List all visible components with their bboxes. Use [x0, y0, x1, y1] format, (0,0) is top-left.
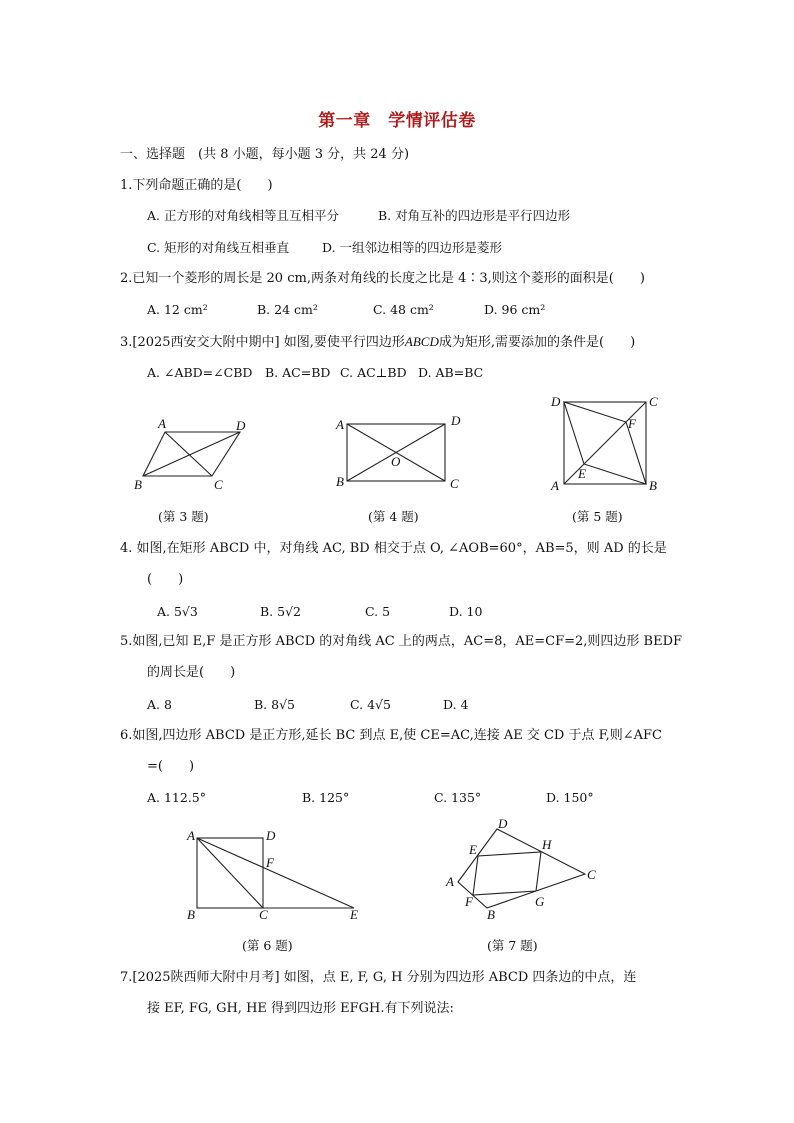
- q1-option-d: D. 一组邻边相等的四边形是菱形: [322, 240, 503, 255]
- figure-6-square-extended: [184, 826, 369, 926]
- label-c: C: [450, 476, 459, 491]
- q4-option-a: A. 5√3: [157, 604, 198, 619]
- q6-option-d: D. 150°: [546, 790, 594, 805]
- label-b: B: [487, 907, 495, 922]
- q5-option-a: A. 8: [147, 697, 172, 712]
- label-c: C: [587, 867, 596, 882]
- question-3-stem: [120, 334, 635, 351]
- label-d: D: [266, 828, 276, 843]
- diagonal-ac: [165, 432, 212, 476]
- question-4-line-1: 4. 如图,在矩形 ABCD 中，对角线 AC, BD 相交于点 O, ∠AOB=60°，AB=5，则 AD 的长是: [120, 541, 667, 556]
- label-o: O: [391, 454, 401, 469]
- q1-option-b: B. 对角互补的四边形是平行四边形: [378, 208, 571, 223]
- q3-stem-suffix: 成为矩形,需要添加的条件是( ): [438, 335, 636, 350]
- label-f: F: [465, 894, 473, 909]
- q6-option-c: C. 135°: [434, 790, 482, 805]
- caption-figure-5: (第 5 题): [572, 509, 623, 524]
- label-f: F: [628, 416, 636, 431]
- question-6-line-2: =( ): [147, 759, 195, 774]
- q4-option-b: B. 5√2: [260, 604, 302, 619]
- q3-stem-var: ABCD: [404, 334, 439, 349]
- label-g: G: [535, 894, 545, 909]
- label-e: E: [350, 907, 358, 922]
- label-a: A: [187, 828, 195, 843]
- label-d: D: [236, 418, 246, 433]
- q2-option-c: C. 48 cm²: [373, 302, 434, 317]
- label-e: E: [469, 842, 477, 857]
- q3-option-c: C. AC⊥BD: [340, 365, 407, 380]
- q3-option-a: A. ∠ABD=∠CBD: [147, 365, 253, 380]
- label-d: D: [451, 413, 461, 428]
- label-b: B: [134, 477, 142, 492]
- q3-option-d: D. AB=BC: [418, 365, 484, 380]
- q6-option-a: A. 112.5°: [147, 790, 207, 805]
- page-title: 第一章 学情评估卷: [318, 111, 476, 131]
- figure-5-square: [548, 390, 663, 495]
- label-d: D: [498, 816, 508, 831]
- q3-stem-prefix: 3.[2025西安交大附中期中] 如图,要使平行四边形: [120, 335, 405, 350]
- quadrilateral-efgh: [473, 852, 541, 895]
- q1-option-a: A. 正方形的对角线相等且互相平分: [147, 208, 339, 223]
- q1-option-c: C. 矩形的对角线互相垂直: [147, 240, 290, 255]
- label-d: D: [551, 394, 561, 409]
- label-b: B: [649, 478, 657, 493]
- question-5-line-2: 的周长是( ): [147, 665, 236, 680]
- q2-option-d: D. 96 cm²: [484, 302, 546, 317]
- figure-4-rectangle: [334, 412, 469, 492]
- label-a: A: [336, 417, 344, 432]
- label-a: A: [551, 478, 559, 493]
- question-1-stem: 1.下列命题正确的是( ): [120, 178, 273, 193]
- q4-option-c: C. 5: [365, 604, 391, 619]
- label-b: B: [187, 907, 195, 922]
- q3-option-b: B. AC=BD: [265, 365, 331, 380]
- section-heading: 一、选择题 (共 8 小题，每小题 3 分，共 24 分): [120, 147, 410, 162]
- label-c: C: [259, 907, 268, 922]
- diagonal-ac: [564, 402, 646, 484]
- quadrilateral-abcd: [458, 829, 585, 908]
- diagonal-ac: [197, 838, 263, 908]
- caption-figure-7: (第 7 题): [487, 938, 538, 953]
- segment-ae: [197, 838, 354, 908]
- caption-figure-4: (第 4 题): [368, 509, 419, 524]
- caption-figure-6: (第 6 题): [242, 938, 293, 953]
- label-a: A: [158, 416, 166, 431]
- label-a: A: [446, 874, 454, 889]
- question-4-line-2: ( ): [147, 572, 184, 587]
- q6-option-b: B. 125°: [302, 790, 350, 805]
- question-2-stem: 2.已知一个菱形的周长是 20 cm,两条对角线的长度之比是 4∶3,则这个菱形的面积是( ): [120, 271, 645, 286]
- question-7-line-1: 7.[2025陕西师大附中月考] 如图，点 E, F, G, H 分别为四边形 ABCD 四条边的中点，连: [120, 970, 637, 985]
- label-h: H: [542, 837, 552, 852]
- question-7-line-2: 接 EF, FG, GH, HE 得到四边形 EFGH.有下列说法:: [147, 1001, 454, 1016]
- label-b: B: [336, 474, 344, 489]
- label-c: C: [214, 477, 223, 492]
- figure-3-parallelogram: [130, 418, 260, 493]
- q5-option-b: B. 8√5: [254, 697, 296, 712]
- question-5-line-1: 5.如图,已知 E,F 是正方形 ABCD 的对角线 AC 上的两点，AC=8，AE=CF=2,则四边形 BEDF: [120, 634, 683, 649]
- q5-option-d: D. 4: [443, 697, 469, 712]
- question-6-line-1: 6.如图,四边形 ABCD 是正方形,延长 BC 到点 E,使 CE=AC,连接 AE 交 CD 于点 F,则∠AFC: [120, 728, 662, 743]
- label-f: F: [266, 855, 274, 870]
- figure-7-quadrilateral: [442, 814, 602, 922]
- caption-figure-3: (第 3 题): [158, 509, 209, 524]
- q2-option-b: B. 24 cm²: [257, 302, 318, 317]
- label-e: E: [578, 466, 586, 481]
- q2-option-a: A. 12 cm²: [147, 302, 208, 317]
- q4-option-d: D. 10: [449, 604, 483, 619]
- label-c: C: [649, 394, 658, 409]
- q5-option-c: C. 4√5: [350, 697, 391, 712]
